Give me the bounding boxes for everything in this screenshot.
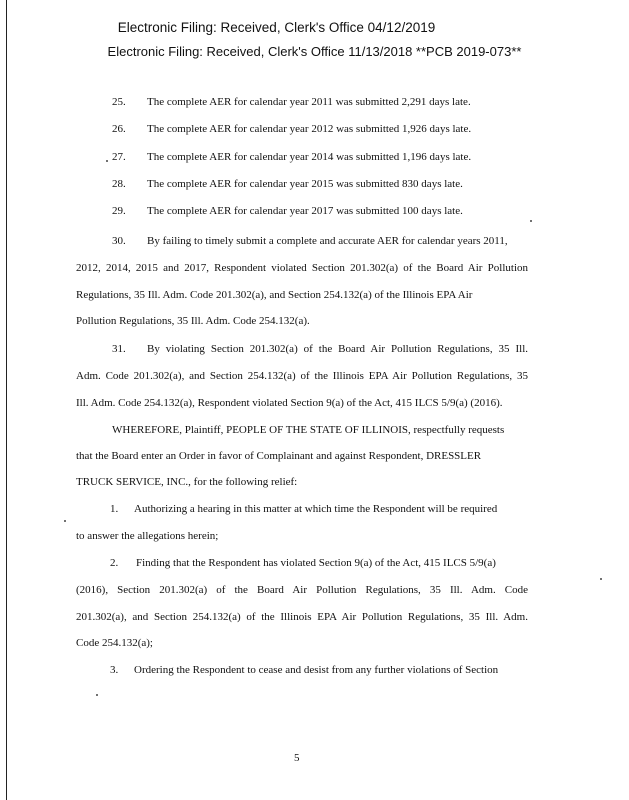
relief-2-line-1: Finding that the Respondent has violated Section 9(a) of the Act, 415 ILCS 5/9(a) bbox=[136, 557, 496, 569]
relief-1-line-2: to answer the allegations herein; bbox=[76, 530, 219, 542]
paragraph-27-text: The complete AER for calendar year 2014 was submitted 1,196 days late. bbox=[147, 151, 472, 163]
relief-3-line-1: Ordering the Respondent to cease and desist from any further violations of Section bbox=[134, 664, 499, 676]
scan-speck bbox=[64, 520, 66, 522]
paragraph-31-number: 31. bbox=[112, 343, 126, 355]
paragraph-30-line-2: 2012, 2014, 2015 and 2017, Respondent violated Section 201.302(a) of the Board Air Pollution bbox=[76, 262, 528, 274]
paragraph-27-number: 27. bbox=[112, 151, 126, 163]
paragraph-30-line-3: Regulations, 35 Ill. Adm. Code 201.302(a), and Section 254.132(a) of the Illinois EPA Air bbox=[76, 289, 473, 301]
wherefore-line-2: that the Board enter an Order in favor of Complainant and against Respondent, DRESSLER bbox=[76, 450, 482, 462]
paragraph-26-text: The complete AER for calendar year 2012 was submitted 1,926 days late. bbox=[147, 123, 472, 135]
relief-2-line-3: 201.302(a), and Section 254.132(a) of the Illinois EPA Air Pollution Regulations, 35 Ill. Adm. bbox=[76, 611, 528, 623]
page-number: 5 bbox=[294, 752, 300, 764]
page-left-edge bbox=[6, 0, 7, 800]
paragraph-25-number: 25. bbox=[112, 96, 126, 108]
scan-speck bbox=[106, 160, 108, 162]
paragraph-25-text: The complete AER for calendar year 2011 was submitted 2,291 days late. bbox=[147, 96, 471, 108]
wherefore-line-3: TRUCK SERVICE, INC., for the following relief: bbox=[76, 476, 298, 488]
relief-2-line-4: Code 254.132(a); bbox=[76, 637, 153, 649]
scan-speck bbox=[600, 578, 602, 580]
paragraph-30-line-4: Pollution Regulations, 35 Ill. Adm. Code 254.132(a). bbox=[76, 315, 310, 327]
relief-3-number: 3. bbox=[110, 664, 119, 676]
paragraph-28-number: 28. bbox=[112, 178, 126, 190]
scan-speck bbox=[96, 694, 98, 696]
paragraph-31-line-3: Ill. Adm. Code 254.132(a), Respondent violated Section 9(a) of the Act, 415 ILCS 5/9(a) (2016). bbox=[76, 397, 503, 409]
relief-2-line-2: (2016), Section 201.302(a) of the Board Air Pollution Regulations, 35 Ill. Adm. Code bbox=[76, 584, 528, 596]
paragraph-28-text: The complete AER for calendar year 2015 was submitted 830 days late. bbox=[147, 178, 463, 190]
relief-1-line-1: Authorizing a hearing in this matter at which time the Respondent will be required bbox=[134, 503, 498, 515]
paragraph-30-line-1: By failing to timely submit a complete and accurate AER for calendar years 2011, bbox=[147, 235, 508, 247]
paragraph-30-number: 30. bbox=[112, 235, 126, 247]
filing-stamp-2018: Electronic Filing: Received, Clerk's Office 11/13/2018 **PCB 2019-073** bbox=[107, 44, 522, 59]
paragraph-29-text: The complete AER for calendar year 2017 was submitted 100 days late. bbox=[147, 205, 463, 217]
paragraph-29-number: 29. bbox=[112, 205, 126, 217]
wherefore-line-1: WHEREFORE, Plaintiff, PEOPLE OF THE STATE OF ILLINOIS, respectfully requests bbox=[112, 424, 505, 436]
paragraph-26-number: 26. bbox=[112, 123, 126, 135]
relief-1-number: 1. bbox=[110, 503, 119, 515]
paragraph-31-line-1: By violating Section 201.302(a) of the Board Air Pollution Regulations, 35 Ill. bbox=[147, 343, 528, 355]
paragraph-31-line-2: Adm. Code 201.302(a), and Section 254.132(a) of the Illinois EPA Air Pollution Regulations, 35 bbox=[76, 370, 528, 382]
scan-speck bbox=[530, 220, 532, 222]
relief-2-number: 2. bbox=[110, 557, 119, 569]
filing-stamp-2019: Electronic Filing: Received, Clerk's Office 04/12/2019 bbox=[117, 20, 436, 35]
